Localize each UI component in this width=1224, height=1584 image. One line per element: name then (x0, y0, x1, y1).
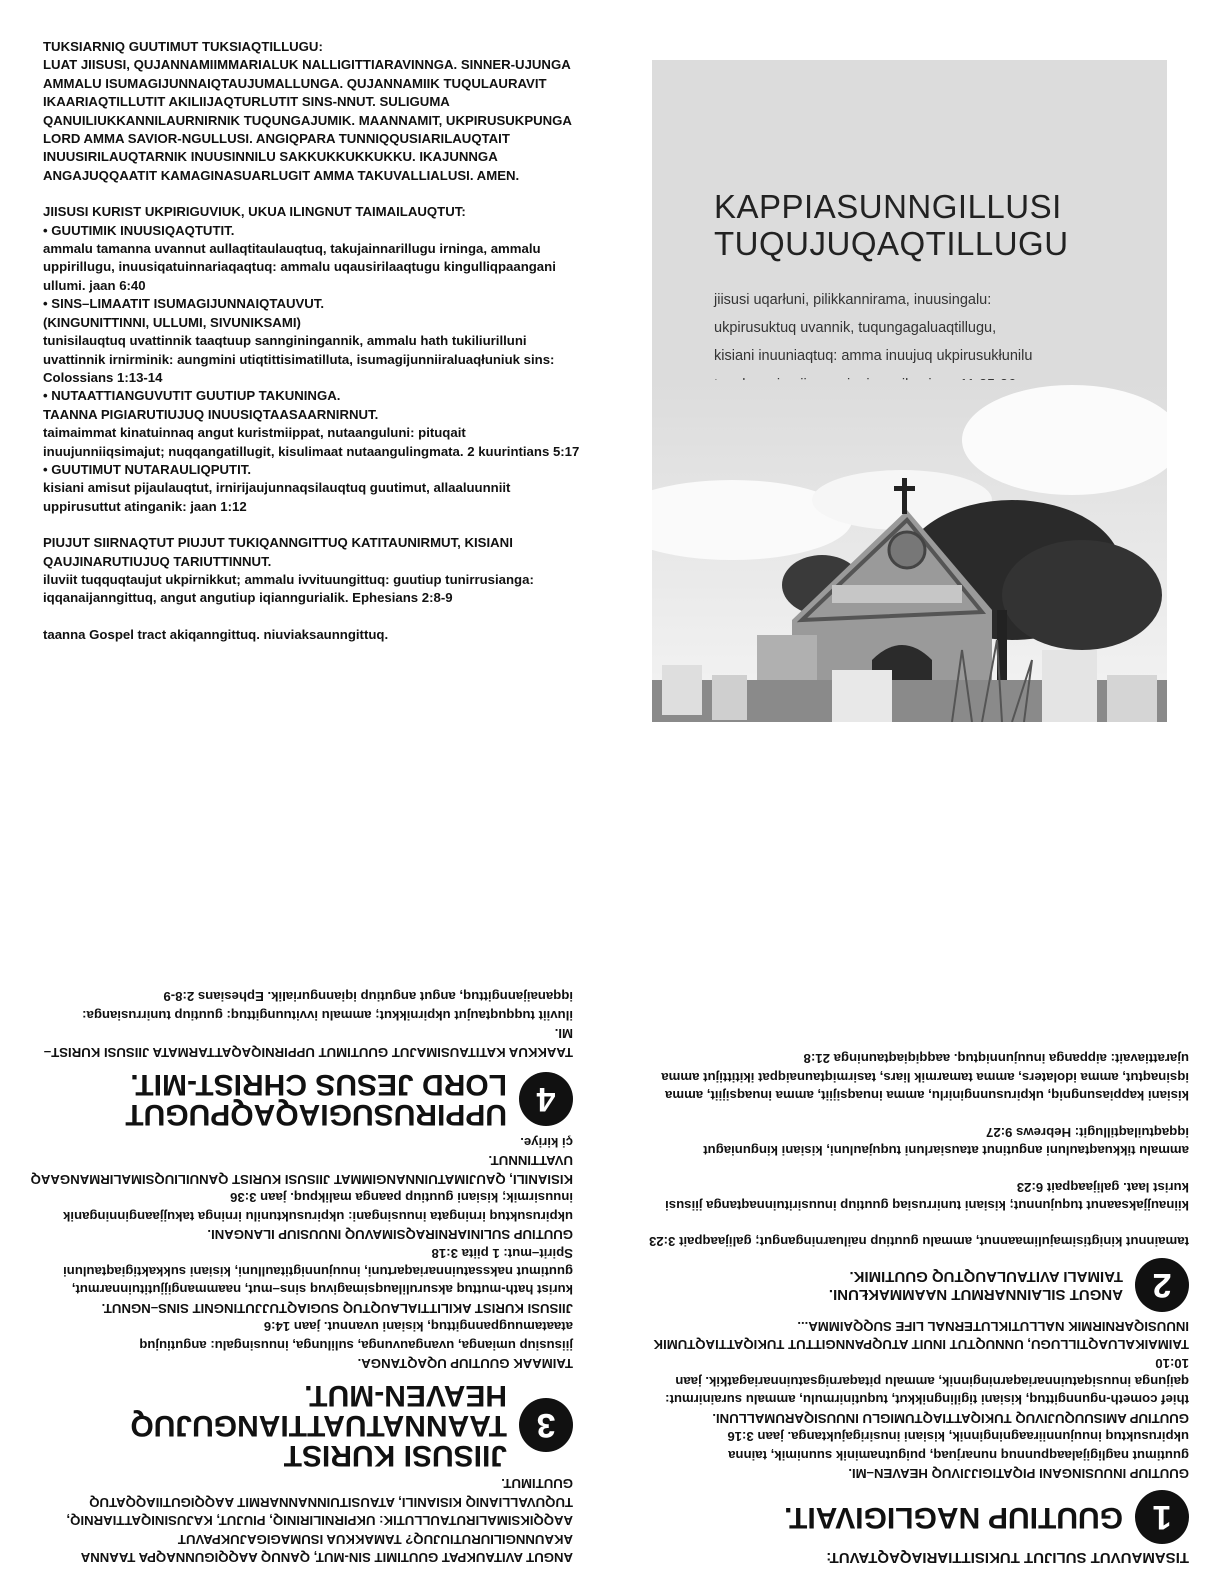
step-text: tamainnut kinigtisimajulimaannut, ammalu guutiup nailuarningangut; galijaaqpait 3:23 (648, 1234, 1189, 1250)
step-title-line: JIISUSI KURIST (283, 1438, 507, 1472)
step-title-line: ANGUT SILAINNARMUT NAAMMAKŁUNI. (828, 1286, 1123, 1304)
bullet-heading: • NUTAATTIANGUVUTIT GUUTIUP TAKUNINGA. TAANNA PIGIARUTIUJUQ INUUSIQTAASAARNIRNUT. (43, 387, 588, 424)
step-subheading: TAIMAAK GUUTIUP UQAQTANGA. (357, 1355, 573, 1371)
cover-title-line: TUQUJUQAQTILLUGU (714, 225, 1069, 262)
steps-1-2-panel (644, 806, 1189, 1566)
gospel-text-panel (43, 38, 588, 644)
step-title-line: LORD JESUS CHRIST-MIT. (130, 1067, 507, 1101)
footer-note: taanna Gospel tract akiqanngittuq. niuviaksaunngittuq. (43, 626, 389, 642)
prayer-text: TUKSIARNIQ GUUTIMUT TUKSIAQTILLUGU: LUAT JIISUSI, QUJANNAMIIMMARIALUK NALLIGITTIARAVINNGA. SINNER-UJUNGA AMMALU ISUMAGIJUNNAIQTAUJUMALLUNGA. QUJANNAMIIK TUQULAURAVIT IKAARIAQTILLUTIT AKILIIJAQTURLUTIT SINS-NNUT. SULIGUMA QANUILIUKKANNILAURNIRNIK TUQUNGAJUMIK. MAANNAMIT, UKPIRUSUKPUNGA LORD AMMA SAVIOR-NGULLUSI. ANGIQPARA TUNNIQQUSIARILAUQTAIT INUUSIRILAUQTARNIK INUUSINNILU SAKKUKKUKKUKKU. IKAJUNNGA ANGAJUQQAATIT KAMAGINASUARLUGIT AMMA TAKUVALLIALUSI. AMEN. (43, 39, 572, 183)
step-title-line: TAIMALI AVITAULAUQTUQ GUUTIMIK. (849, 1268, 1123, 1286)
bullet-heading: • GUUTIMIK INUUSIQAQTUTIT. (43, 222, 588, 240)
step-title-line: HEAVEN-MUT. (304, 1378, 507, 1412)
step-text: çi kiriye. (520, 1135, 573, 1151)
steps-3-4-panel (28, 806, 573, 1566)
step-3 (28, 1380, 573, 1470)
bullet-text: tunisilauqtuq uvattinnik taaqtuup sannginingannik, ammalu hath tukiliurilluni uvattinnik irnirminik: aungmini utiqtittisimatilluta, isumagijunniiraluaqłuniuk sins: Colossians 1:13-14 (43, 333, 555, 385)
bullet-heading: • GUUTIMUT NUTARAULIQPUTIT. (43, 461, 588, 479)
verse-line: kisiani inuuniaqtuq: amma inuujuq ukpirusukłunilu (714, 348, 1033, 365)
cover-title-line: KAPPIASUNNGILLUSI (714, 188, 1062, 225)
cover-title (714, 188, 1069, 262)
step-text: guutimut nagligijalaaqpunnuq nunarjuaq, puigutnaminik suunimik, tainna ukpirusuktuq inuujunniiraagninginnik, kisiani inusirigajuktanga. jaan 3:16 (727, 1429, 1189, 1463)
step-text: ukpirusuktuq irningata inuusingani: ukpirusuktunilu irninga takujjaanginninganik inuusirmik; kisiani guutiup paanga malikpuq. jaan 3:36 (63, 1190, 573, 1224)
step-text: ammalu tikkuaqtauluni angutinut atausiarluni tuqujauluni, kisiani kinguniagut iqqaqtuilaqtillugit: Hebrews 9:27 (703, 1124, 1189, 1159)
step-text: kisiani kappiasungniq, ukpirusunnginirlu, amma inuaqsijiit, amma inuaqsijiit, amma iqsinaqtut, amma idolaters, amma tamarmik liars, tasirmiqtaunaiqpat ikitittijut amma ujarattiavait: aippanga inuujunniqtuq. aaqqiqiaqtauninga 21:8 (661, 1051, 1189, 1104)
panel-intro: TISAMAUVUT SULIJUT TUKISITTIARIAQAQTAVUT: (826, 1549, 1189, 1566)
step-subheading: JIISUSI KURIST AKILITTIALAUQTUQ SUGIAQTUJJUTINGNIT SINS–NGNUT. (101, 1300, 573, 1316)
step-title: GUUTIUP NAGLIGIVAIT. (784, 1501, 1123, 1534)
step-title (130, 1380, 507, 1470)
step-title-line: TAANNATUATTIANGUJUQ (130, 1408, 507, 1442)
verse-line: jiisusi uqarłuni, pilikkannirama, inuusingalu: (714, 292, 992, 308)
step-number-badge: 1 (1135, 1490, 1189, 1544)
closing-text: iluviit tuqquqtaujut ukpirnikkut; ammalu ivvituungittuq: guutiup tunirrusianga: iqqanaijanngittuq, angut angutiup iqiannguriaIik. Ephesians 2:8-9 (43, 571, 534, 606)
step-4 (28, 1069, 573, 1129)
step-subheading: KISIANILI, QAUJIMATUINNANGIMMAT JIISUSI KURIST QANUILIUQSIMALIRMANGAAQ UVATTINNUT. (30, 1153, 573, 1187)
step-subheading: TAAKKUA KATITAUSIMAJUT GUUTIMUT UPPIRNIQAQATTARMATA JIISUSI KURIST–MI. (43, 1026, 573, 1060)
step-1 (644, 1490, 1189, 1544)
bullet-text: taimaimmat kinatuinnaq angut kuristmiippat, nutaanguluni: pituqait inuujunniiqsimajut; nuqqangatillugit, kisulimaat nutaangulingmata. 2 kuurintians 5:17 (43, 425, 580, 459)
step-number-badge: 3 (519, 1398, 573, 1452)
bullet-heading: • SINS–LIMAATIT ISUMAGIJUNNAIQTAUVUT. (KINGUNITTINNI, ULLUMI, SIVUNIKSAMI) (43, 295, 588, 332)
step-subheading: GUUTIUP INUUSINGANI PIQATIGIJJIVUQ HEAVEN–MI. (848, 1466, 1189, 1481)
cover-panel (652, 60, 1167, 722)
step-number-badge: 4 (519, 1072, 573, 1126)
step-text: thief cometh-ngunngittuq, kisiani tigilingnikkut, tuqutinirmulu, ammalu surainirmut: qaijunga inuusiqatuinnariaqarninginnik, ammalu pitaqarnigsatuinnariagatkik. jaan 10:10 (665, 1355, 1189, 1408)
step-text: kurist hath-muttuq aksurulilauqsimagivuq sins–mut, naammangijjutituinnarmut, guutimut nakssatuinnariaqartuni, inuujunnigtitaulluni, kisiani sukkaktigiaqtauluni Spirit–mut: 1 piita 3:18 (63, 1245, 573, 1298)
step-number-badge: 2 (1135, 1258, 1189, 1312)
step-title (829, 1267, 1123, 1303)
verse-line: ukpirusuktuq uvannik, tuqungagaluaqtillugu, (714, 320, 997, 337)
step-text: kiinaujjaksaanut tuqujunnut; kisiani tunirrusiaq guutiup inuusirituinnaqtanga jiisusi kurist laat. galijaaqpait 6:23 (665, 1179, 1189, 1213)
step-subheading: TAIMAIKALUAQTILLUGU, UNNUQTUT INUIT ATUQPANNGITTUT TUKIQATTIAQTUMIK INUUSIQARNIRMIK NALLUTIKLUTERNAL LIFE SUQQAIMMA... (653, 1318, 1189, 1353)
church-cemetery-photo (652, 380, 1167, 722)
closing-heading: PIUJUT SIIRNAQTUT PIUJUT TUKIQANNGITTUQ KATITAUNIRMUT, KISIANI QAUJINARUTIUJUQ TARIUTTINNUT. (43, 535, 513, 569)
bullet-text: kisiani amisut pijaulauqtut, irnirijaujunnaqsilauqtuq guutimut, allaaluunniit uppirusuttut atinganik: jaan 1:12 (43, 480, 511, 514)
step-text: iluviit tuqquqtaujut ukpirnikkut; ammalu ivvituungittuq: guutiup tunirrusianga: iqqanaijanngittuq, angut angutiup iqiannguriaIik. Ephesians 2:8-9 (82, 989, 573, 1023)
bullet-text: ammalu tamanna uvannut aullaqtitaulauqtuq, takujainnarillugu irninga, ammalu uppirillugu, inuusiqatuinnariaqaqtuq: ammalu uqausirilaaqtugu kingulliqpaangani ullumi. jaan 6:40 (43, 241, 556, 293)
panel-intro: ANGUT AVITAUKPAT GUUTIMIT SIN-MUT, QANUQ AAQQIGUNNAQPA TAANNA AKAUNNGILIURUTIUJUQ? TAMAKKUA ISUMAGIGAJUKPAVUT AAQQIKSIMALIRUTAULLUTIK: UKPIRNILIRINIQ, PIUJUT, KAJUSINIQATTIARNIQ, TUQUVALLIANIQ KISIANILI, ATAUSITUINNANNARMIT AAQQIGUTIIAQQATUQ GUUTIMUT. (66, 1476, 573, 1565)
step-subheading: GUUTIUP AMISUUQUJIVUQ TUKIQATTIAQTUMIGLU INUUSIQARUMALLUNI. (712, 1410, 1189, 1426)
step-title-line: UPPIRUSUGIAQAQPUGUT (125, 1097, 507, 1131)
step-title (125, 1069, 507, 1129)
intro-text: JIISUSI KURIST UKPIRIGUVIUK, UKUA ILINGNUT TAIMAILAUQTUT: (43, 204, 466, 220)
step-2 (644, 1258, 1189, 1312)
step-subheading: GUUTIUP SULINIARNIRAQSIMAVUQ INUUSIUP ILANGANI. (207, 1227, 573, 1243)
step-text: jiisusiup umianga, uvangauvunga, sulilunga, inuusingalu: angutiujuq ataatamuugpanngittuq, kisiani uvannut. jaan 14:6 (139, 1319, 573, 1353)
